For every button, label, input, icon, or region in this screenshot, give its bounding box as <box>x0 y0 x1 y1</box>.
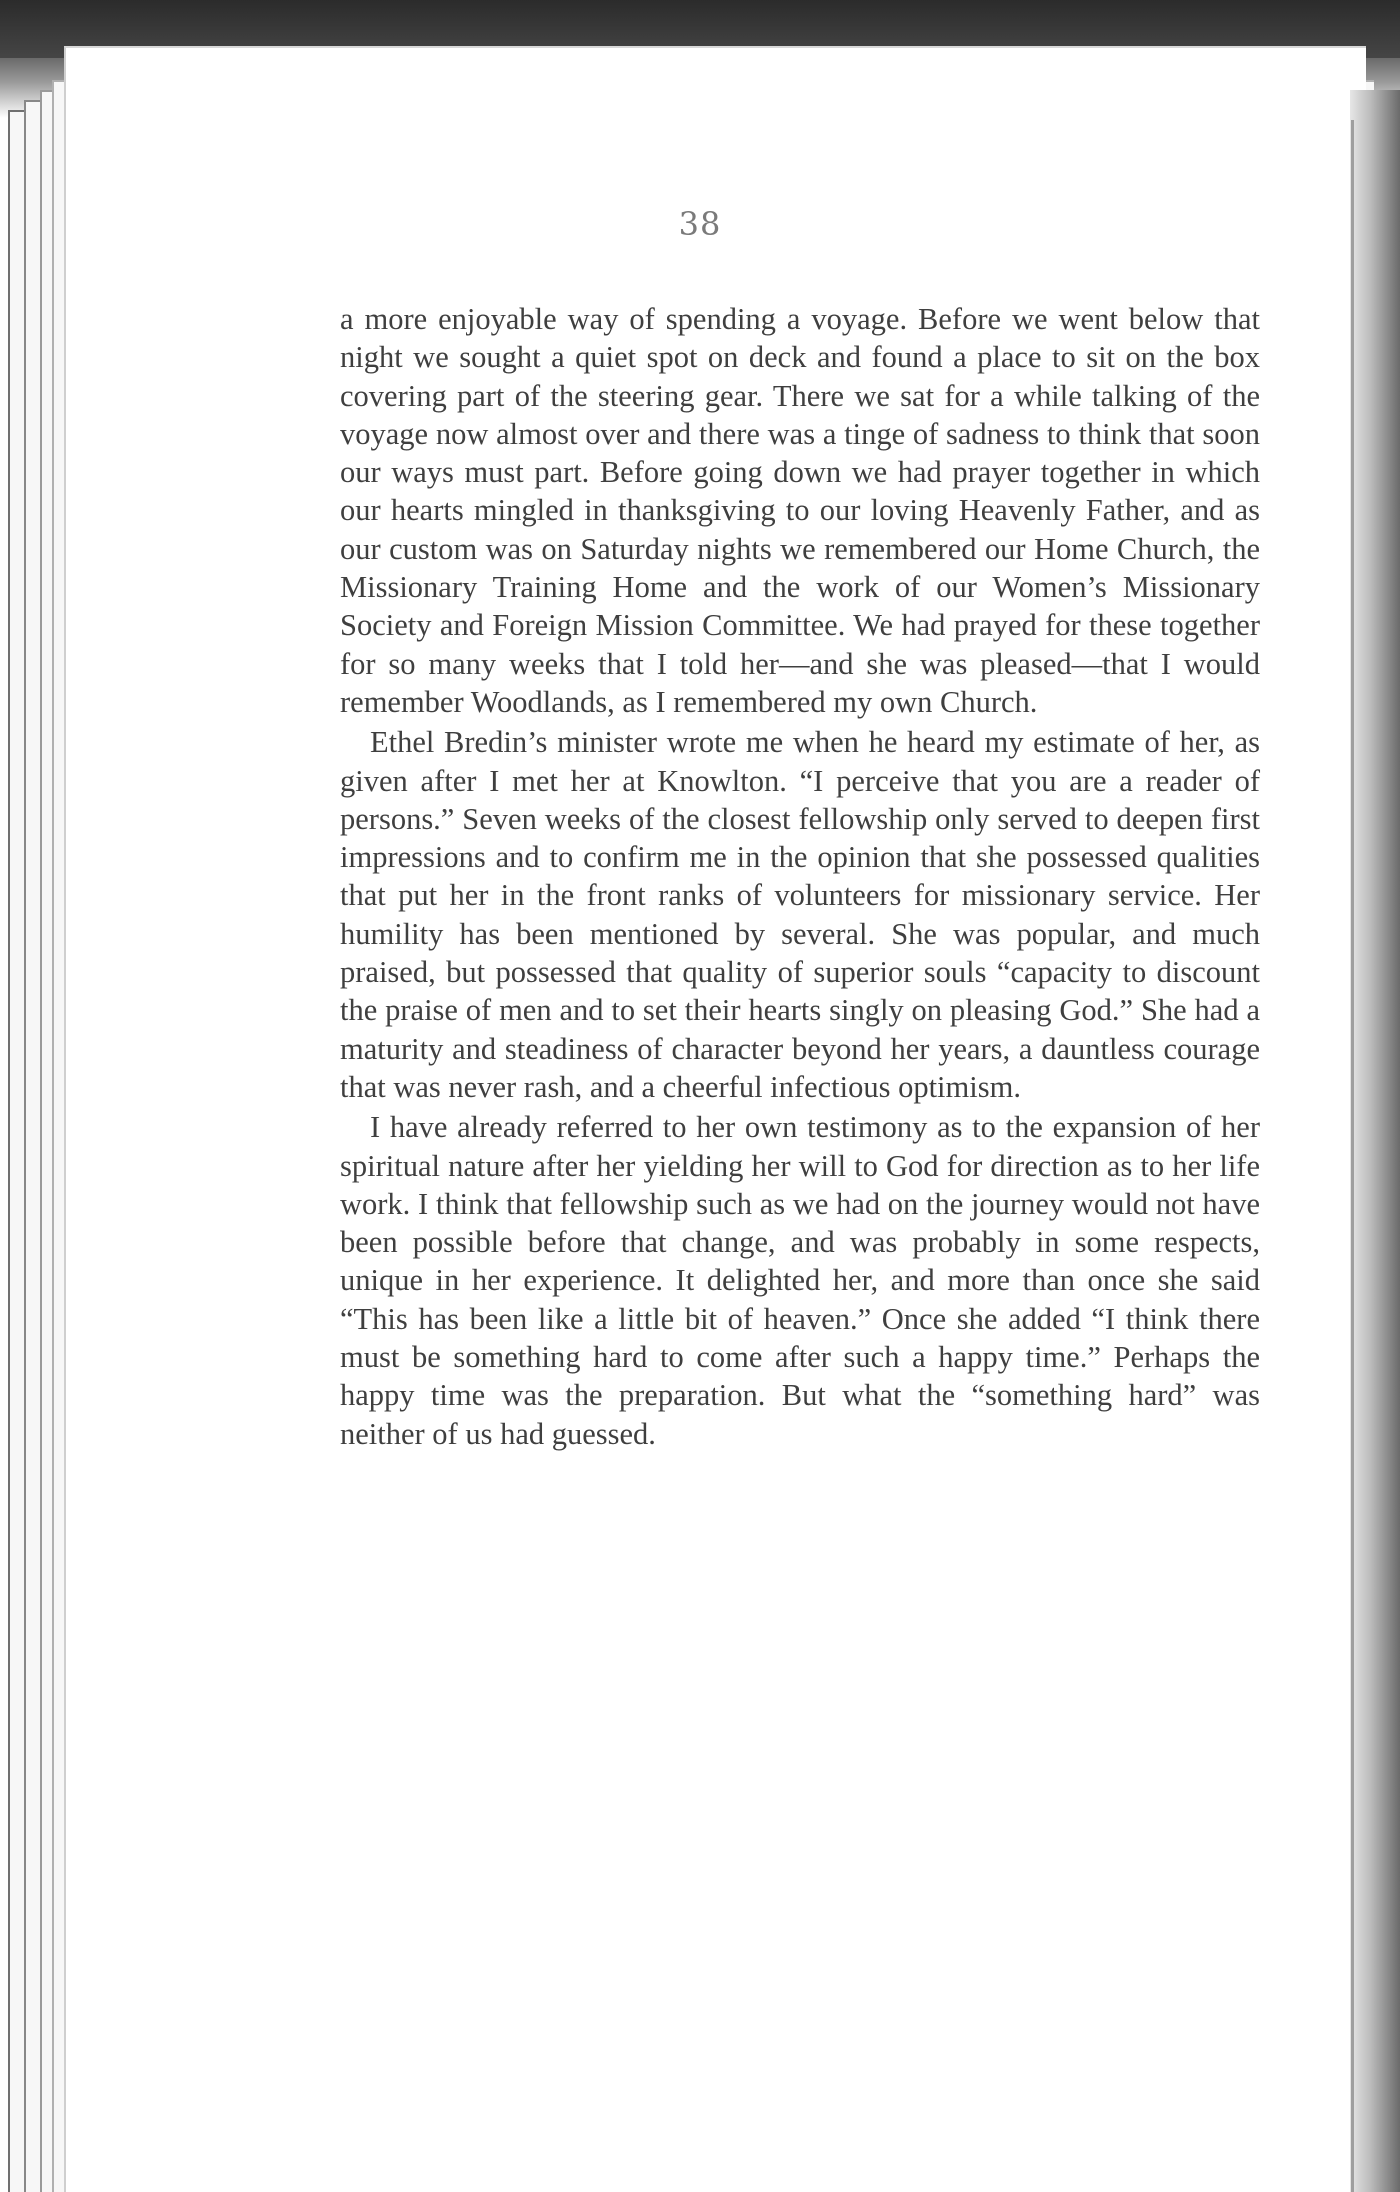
paragraph-1: a more enjoyable way of spending a voyage. Before we went below that night we sought a quiet spot on deck and found a place to sit on the box covering part of the steering gear. There we sat for a while talking of the voyage now almost over and there was a tinge of sadness to think that soon our ways must part. Before going down we had prayer together in which our hearts mingled in thanksgiving to our loving Heavenly Father, and as our custom was on Saturday nights we remembered our Home Church, the Missionary Training Home and the work of our Women’s Missionary Society and Foreign Mission Committee. We had prayed for these together for so many weeks that I told her—and she was pleased—that I would remember Woodlands, as I remembered my own Church. <box>340 302 1260 719</box>
paragraph-2: Ethel Bredin’s minister wrote me when he heard my estimate of her, as given after I met her at Knowlton. “I perceive that you are a reader of persons.” Seven weeks of the closest fellowship only served to deepen first impressions and to confirm me in the opinion that she possessed qualities that put her in the front ranks of volunteers for missionary service. Her humility has been mentioned by several. She was popular, and much praised, but possessed that quality of superior souls “capacity to discount the praise of men and to set their hearts singly on pleasing God.” She had a maturity and steadiness of character beyond her years, a dauntless courage that was never rash, and a cheerful infectious optimism. <box>340 725 1260 1104</box>
body-text <box>340 300 1260 1453</box>
binding-shadow <box>1350 90 1400 2192</box>
page-number: 38 <box>678 205 722 243</box>
binding-line <box>1351 120 1354 2192</box>
paragraph-3: I have already referred to her own testimony as to the expansion of her spiritual nature after her yielding her will to God for direction as to her life work. I think that fellowship such as we had on the journey would not have been possible before that change, and was probably in some respects, unique in her experience. It delighted her, and more than once she said “This has been like a little bit of heaven.” Once she added “I think there must be something hard to come after such a happy time.” Perhaps the happy time was the preparation. But what the “something hard” was neither of us had guessed. <box>340 1110 1260 1451</box>
